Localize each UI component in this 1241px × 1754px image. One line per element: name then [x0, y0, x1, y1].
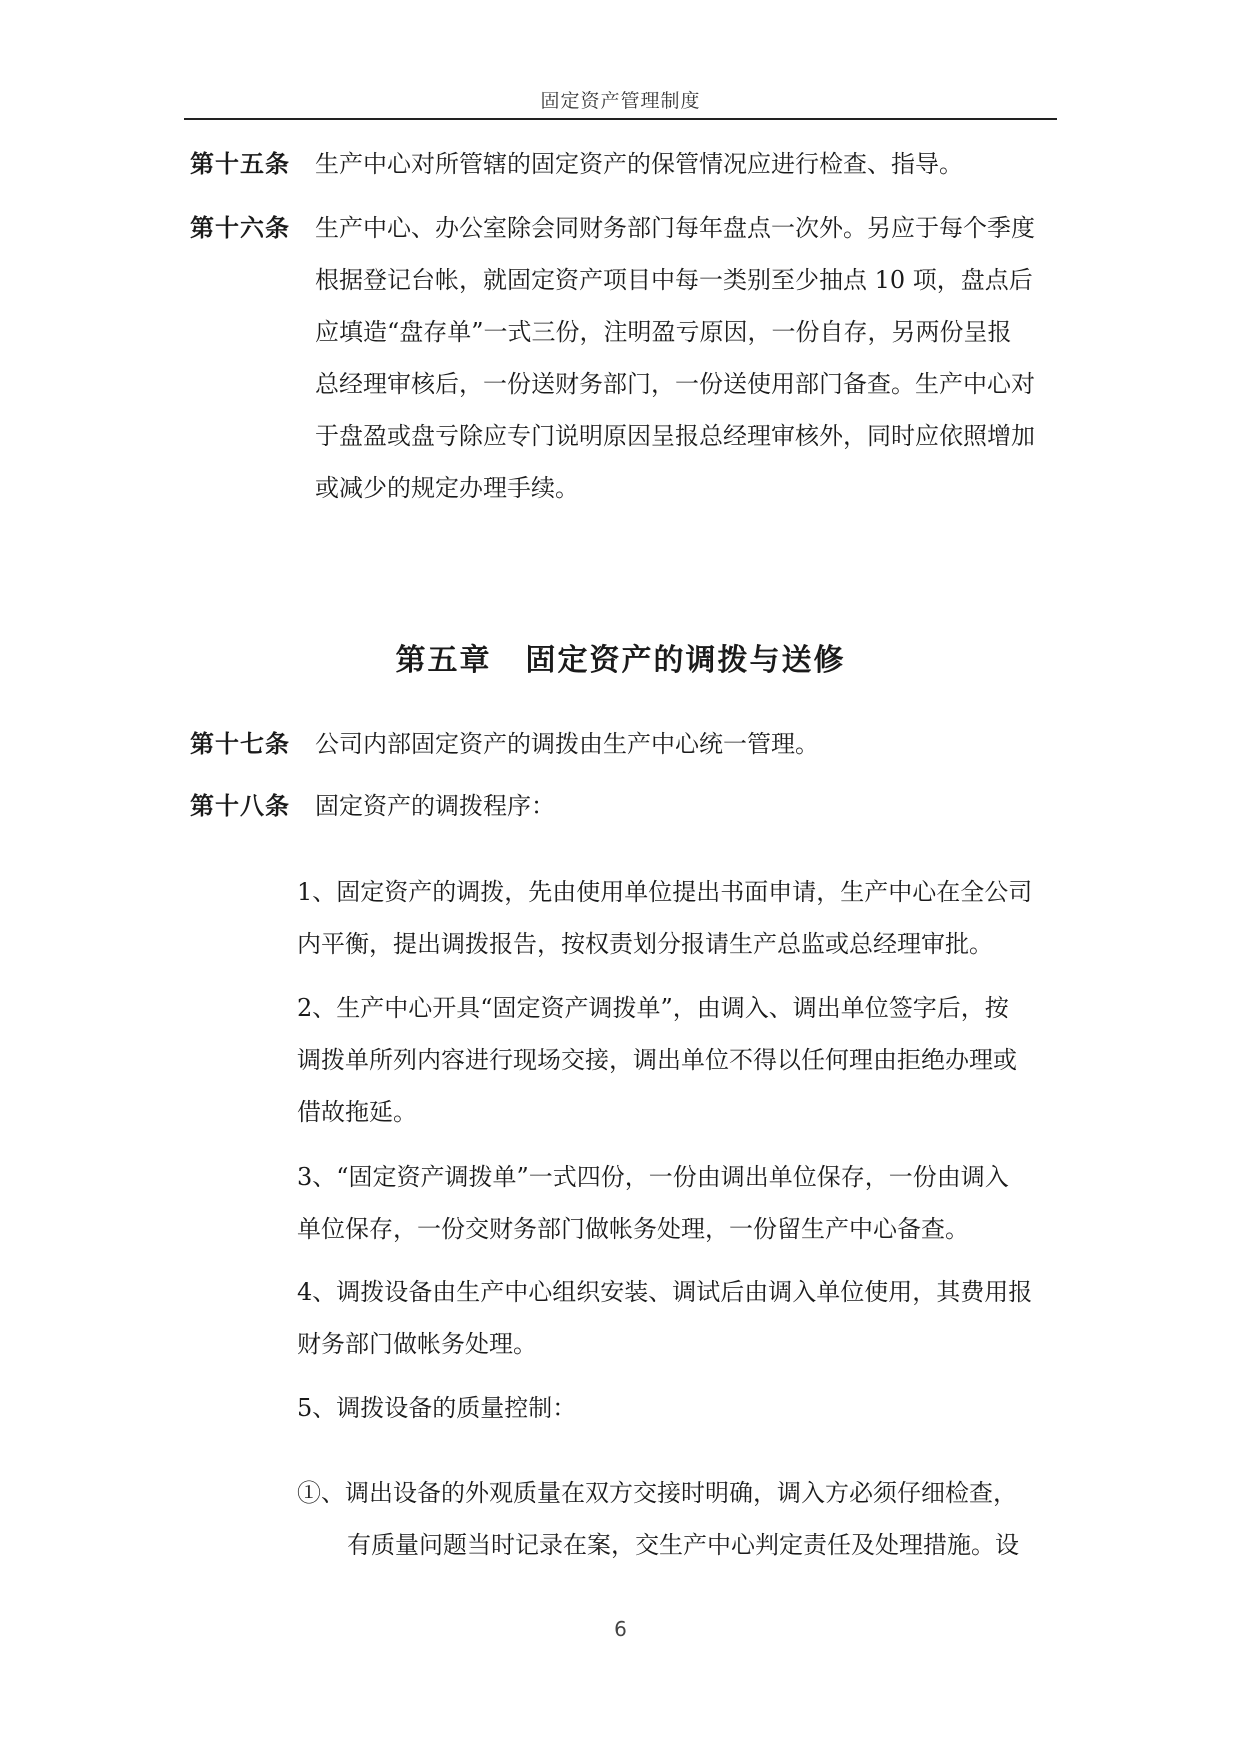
article-line: 生产中心对所管辖的固定资产的保管情况应进行检查、指导。 [315, 150, 963, 178]
chapter-heading [0, 635, 1241, 679]
article-line: 根据登记台帐，就固定资产项目中每一类别至少抽点 10 项，盘点后 [315, 266, 1033, 294]
article-body [315, 780, 1070, 832]
article-label: 第十八条 [190, 792, 290, 820]
page-number: 6 [614, 1617, 627, 1641]
list-item-line: 5、调拨设备的质量控制： [297, 1394, 577, 1422]
list-item-line: 单位保存，一份交财务部门做帐务处理，一份留生产中心备查。 [297, 1215, 969, 1243]
article-body [315, 718, 1070, 770]
list-item-line: 3、“固定资产调拨单”一式四份，一份由调出单位保存，一份由调入 [297, 1163, 1009, 1191]
article-line: 生产中心、办公室除会同财务部门每年盘点一次外。另应于每个季度 [315, 214, 1035, 242]
article-line: 或减少的规定办理手续。 [315, 474, 579, 502]
article-label: 第十五条 [190, 150, 290, 178]
article-line: 总经理审核后，一份送财务部门，一份送使用部门备查。生产中心对 [315, 370, 1035, 398]
article-line: 公司内部固定资产的调拨由生产中心统一管理。 [315, 730, 819, 758]
list-item-line: 4、调拨设备由生产中心组织安装、调试后由调入单位使用，其费用报 [297, 1278, 1033, 1306]
list-item-line: 内平衡，提出调拨报告，按权责划分报请生产总监或总经理审批。 [297, 930, 993, 958]
article-label: 第十七条 [190, 730, 290, 758]
sub-list-item-line: ①、调出设备的外观质量在双方交接时明确，调入方必须仔细检查， [297, 1479, 1017, 1507]
article-line: 固定资产的调拨程序： [315, 792, 555, 820]
list-item [297, 1151, 1057, 1255]
article-line: 于盘盈或盘亏除应专门说明原因呈报总经理审核外，同时应依照增加 [315, 422, 1035, 450]
article-body [315, 202, 1070, 514]
article-body [315, 138, 1070, 190]
sub-list-item-line: 有质量问题当时记录在案，交生产中心判定责任及处理措施。设 [347, 1531, 1019, 1559]
list-item [297, 982, 1057, 1138]
chapter-number: 第五章 [395, 643, 492, 678]
list-item-line: 借故拖延。 [297, 1098, 417, 1126]
list-item [297, 866, 1057, 970]
sub-list-item [297, 1467, 1057, 1571]
running-header: 固定资产管理制度 [540, 90, 701, 112]
list-item-line: 财务部门做帐务处理。 [297, 1330, 537, 1358]
list-item-line: 2、生产中心开具“固定资产调拨单”，由调入、调出单位签字后，按 [297, 994, 1009, 1022]
list-item-line: 1、固定资产的调拨，先由使用单位提出书面申请，生产中心在全公司 [297, 878, 1033, 906]
list-item [297, 1266, 1057, 1370]
list-item-line: 调拨单所列内容进行现场交接，调出单位不得以任何理由拒绝办理或 [297, 1046, 1017, 1074]
article-line: 应填造“盘存单”一式三份，注明盈亏原因，一份自存，另两份呈报 [315, 318, 1012, 346]
article-label: 第十六条 [190, 214, 290, 242]
chapter-title: 固定资产的调拨与送修 [525, 643, 846, 678]
list-item [297, 1382, 1057, 1434]
header-divider [184, 118, 1057, 120]
